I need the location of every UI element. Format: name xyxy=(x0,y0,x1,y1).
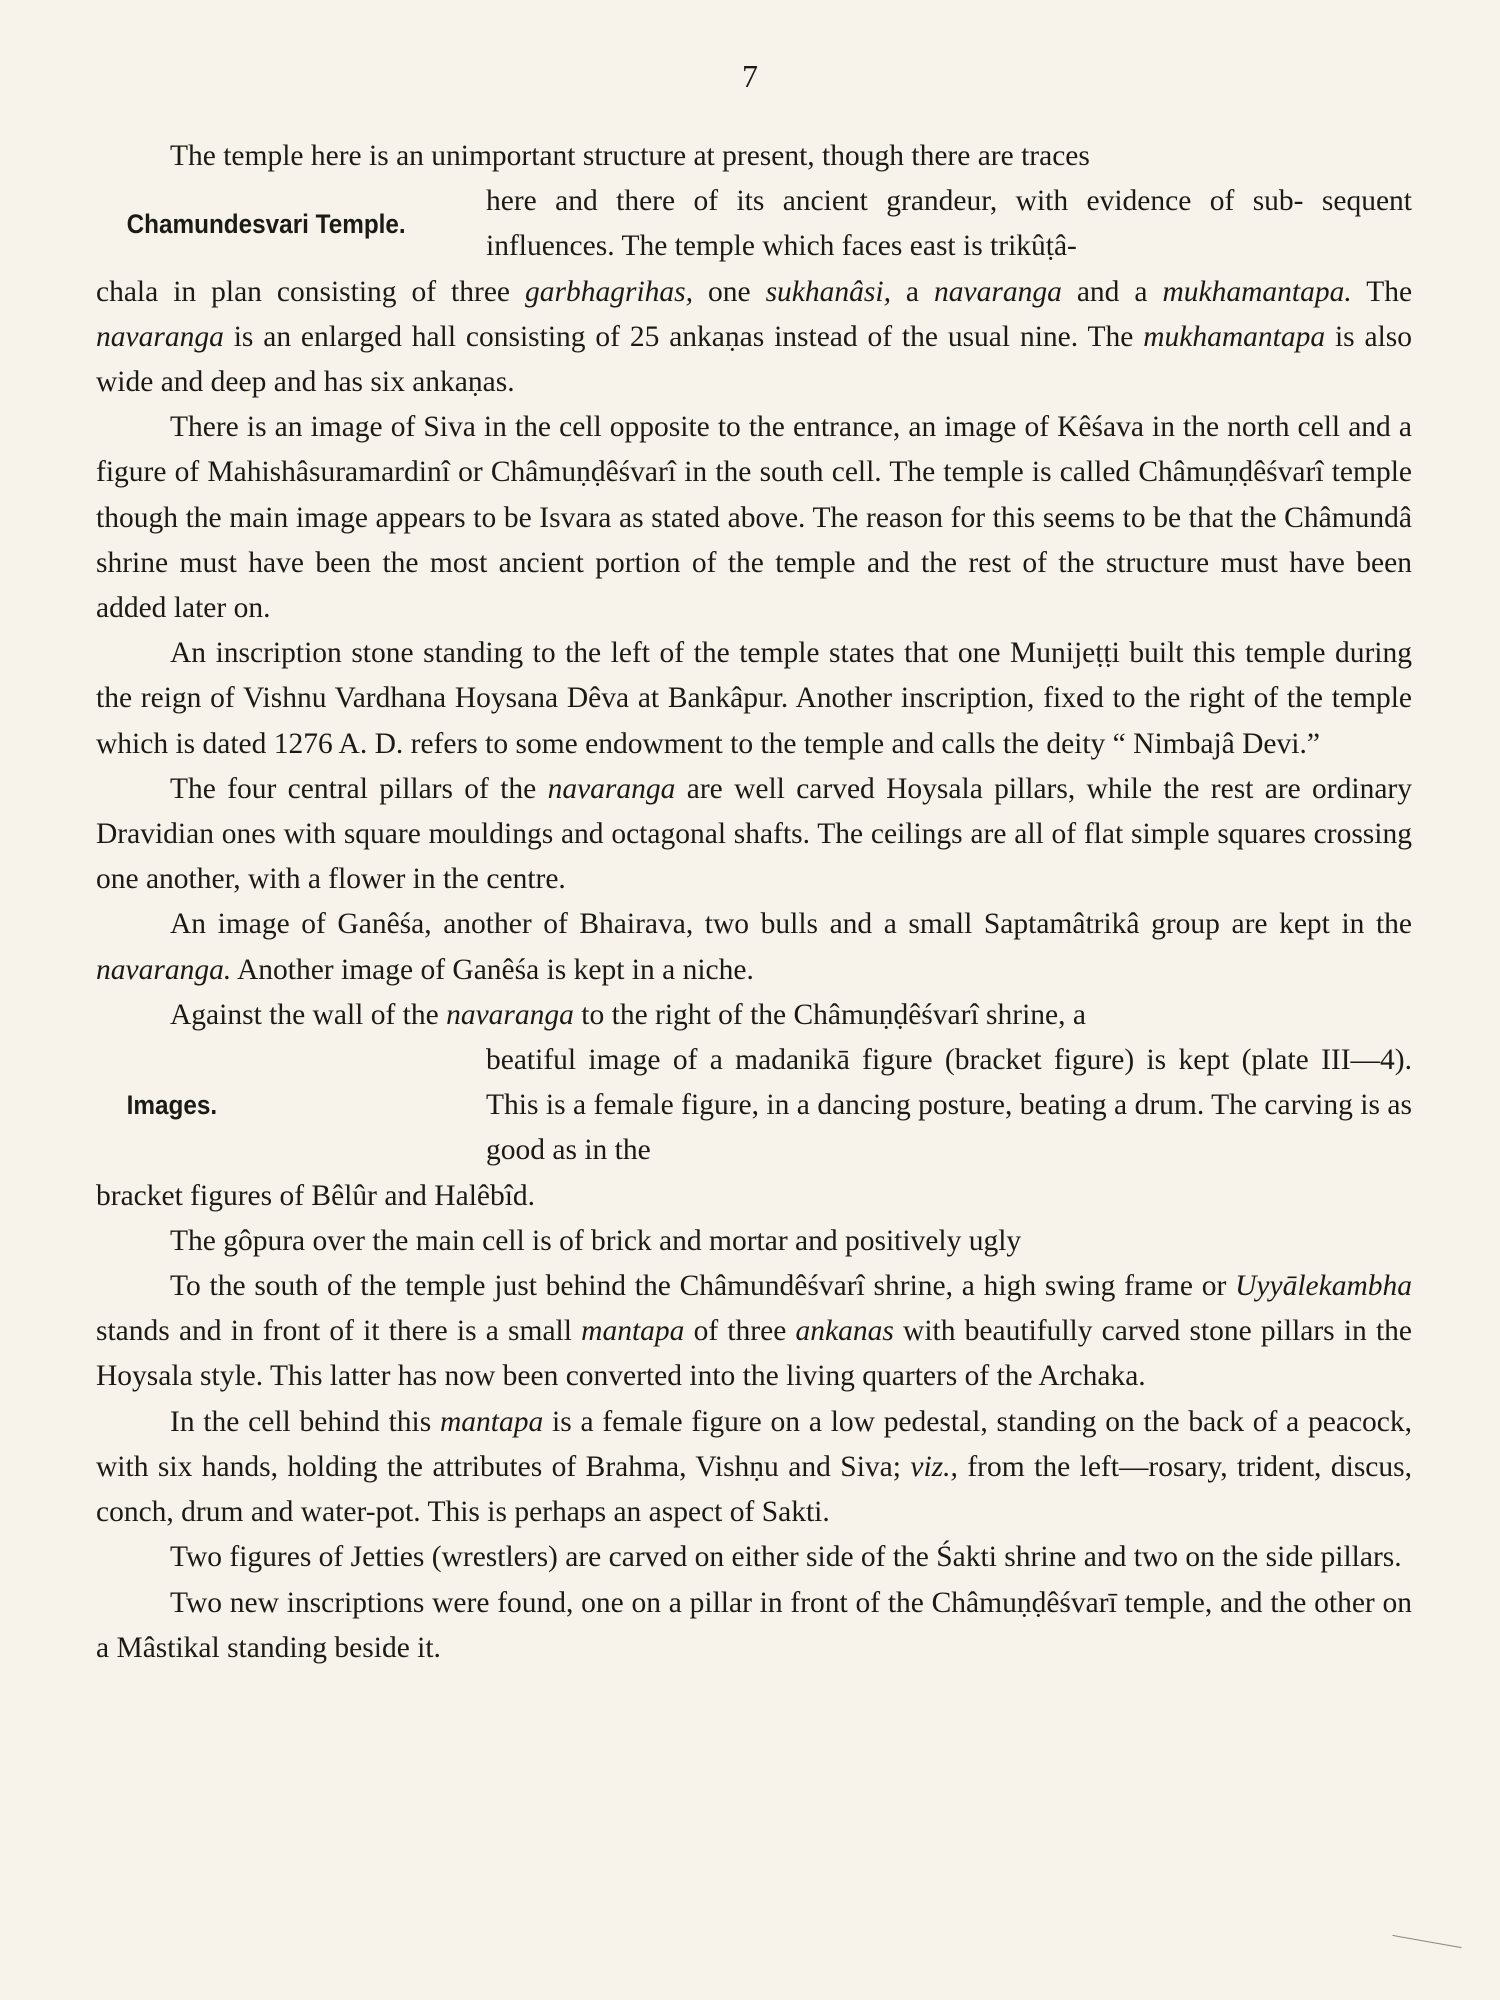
para-1-first-line: The temple here is an unimportant structure at present, though there are traces xyxy=(170,140,1090,172)
para-9: In the cell behind this mantapa is a female figure on a low pedestal, standing on the back of a peacock, with six hands, holding the attributes of Brahma, Vishṇu and Siva; viz., from the left—rosary, trident, discus, conch, drum and water-pot. This is perhaps an aspect of Sakti. xyxy=(96,1405,1413,1529)
para-2: There is an image of Siva in the cell opposite to the entrance, an image of Kêśava in the north cell and a figure of Mahishâsuramardinî or Châmuṇḍêśvarî in the south cell. The temple is called Châmuṇḍêśvarî temple though the main image appears to be Isvara as stated above. The reason for this seems to be that the Châmundâ shrine must have been the most ancient portion of the temple and the rest of the structure must have been added later on. xyxy=(96,411,1412,625)
para-7: The gôpura over the main cell is of brick and mortar and positively ugly xyxy=(170,1224,1022,1257)
para-6-rest: bracket figures of Bêlûr and Halêbîd. xyxy=(96,1179,536,1212)
para-5: An image of Ganêśa, another of Bhairava, two bulls and a small Saptamâtrikâ group are kept in the navaranga. Another image of Ganêśa is kept in a niche. xyxy=(96,908,1412,986)
page-number: 7 xyxy=(742,58,758,94)
para-10: Two figures of Jetties (wrestlers) are carved on either side of the Śakti shrine and two on the side pillars. xyxy=(170,1541,1402,1574)
para-8: To the south of the temple just behind the Châmundêśvarî shrine, a high swing frame or Uyyālekambha stands and in front of it there is a small mantapa of three ankanas with beautifully carved stone pillars in the Hoysala style. This latter has now been converted into the living quarters of the Archaka. xyxy=(96,1270,1413,1393)
sidenote-block-temple xyxy=(96,179,1412,269)
side-heading-images: Images. xyxy=(126,1090,218,1121)
para-4: The four central pillars of the navaranga are well carved Hoysala pillars, while the rest are ordinary Dravidian ones with square mouldings and octagonal shafts. The ceilings are all of flat simple squares crossing one another, with a flower in the centre. xyxy=(96,772,1412,896)
para-3: An inscription stone standing to the left of the temple states that one Munijeṭṭi built this temple during the reign of Vishnu Vardhana Hoysana Dêva at Bankâpur. Another inscription, fixed to the right of the temple which is dated 1276 A. D. refers to some endowment to the temple and calls the deity “ Nimbajâ Devi.” xyxy=(96,637,1412,760)
para-11: Two new inscriptions were found, one on a pillar in front of the Châmuṇḍêśvarī temple, and the other on a Mâstikal standing beside it. xyxy=(96,1586,1412,1664)
body-text xyxy=(96,134,1412,1671)
side-heading-chamundesvari: Chamundesvari Temple. xyxy=(126,208,406,239)
para-1-rest: chala in plan consisting of three garbhagrihas, one sukhanâsi, a navaranga and a mukhamantapa. The navaranga is an enlarged hall consisting of 25 ankaṇas instead of the usual nine. The mukhamantapa is also wide and deep and has six ankaṇas. xyxy=(96,275,1413,399)
side-text-images: beatiful image of a madanikā figure (bracket figure) is kept (plate III—4). This is a female figure, in a dancing posture, beating a drum. The carving is as good as in the xyxy=(486,1044,1412,1167)
sidenote-block-images xyxy=(96,1038,1412,1174)
side-text-temple: here and there of its ancient grandeur, with evidence of sub- sequent influences. The temple which faces east is trikûṭâ- xyxy=(486,185,1412,263)
para-6-first-line: Against the wall of the navaranga to the right of the Châmuṇḍêśvarî shrine, a xyxy=(170,998,1086,1031)
stray-pen-mark xyxy=(1392,1935,1461,1948)
